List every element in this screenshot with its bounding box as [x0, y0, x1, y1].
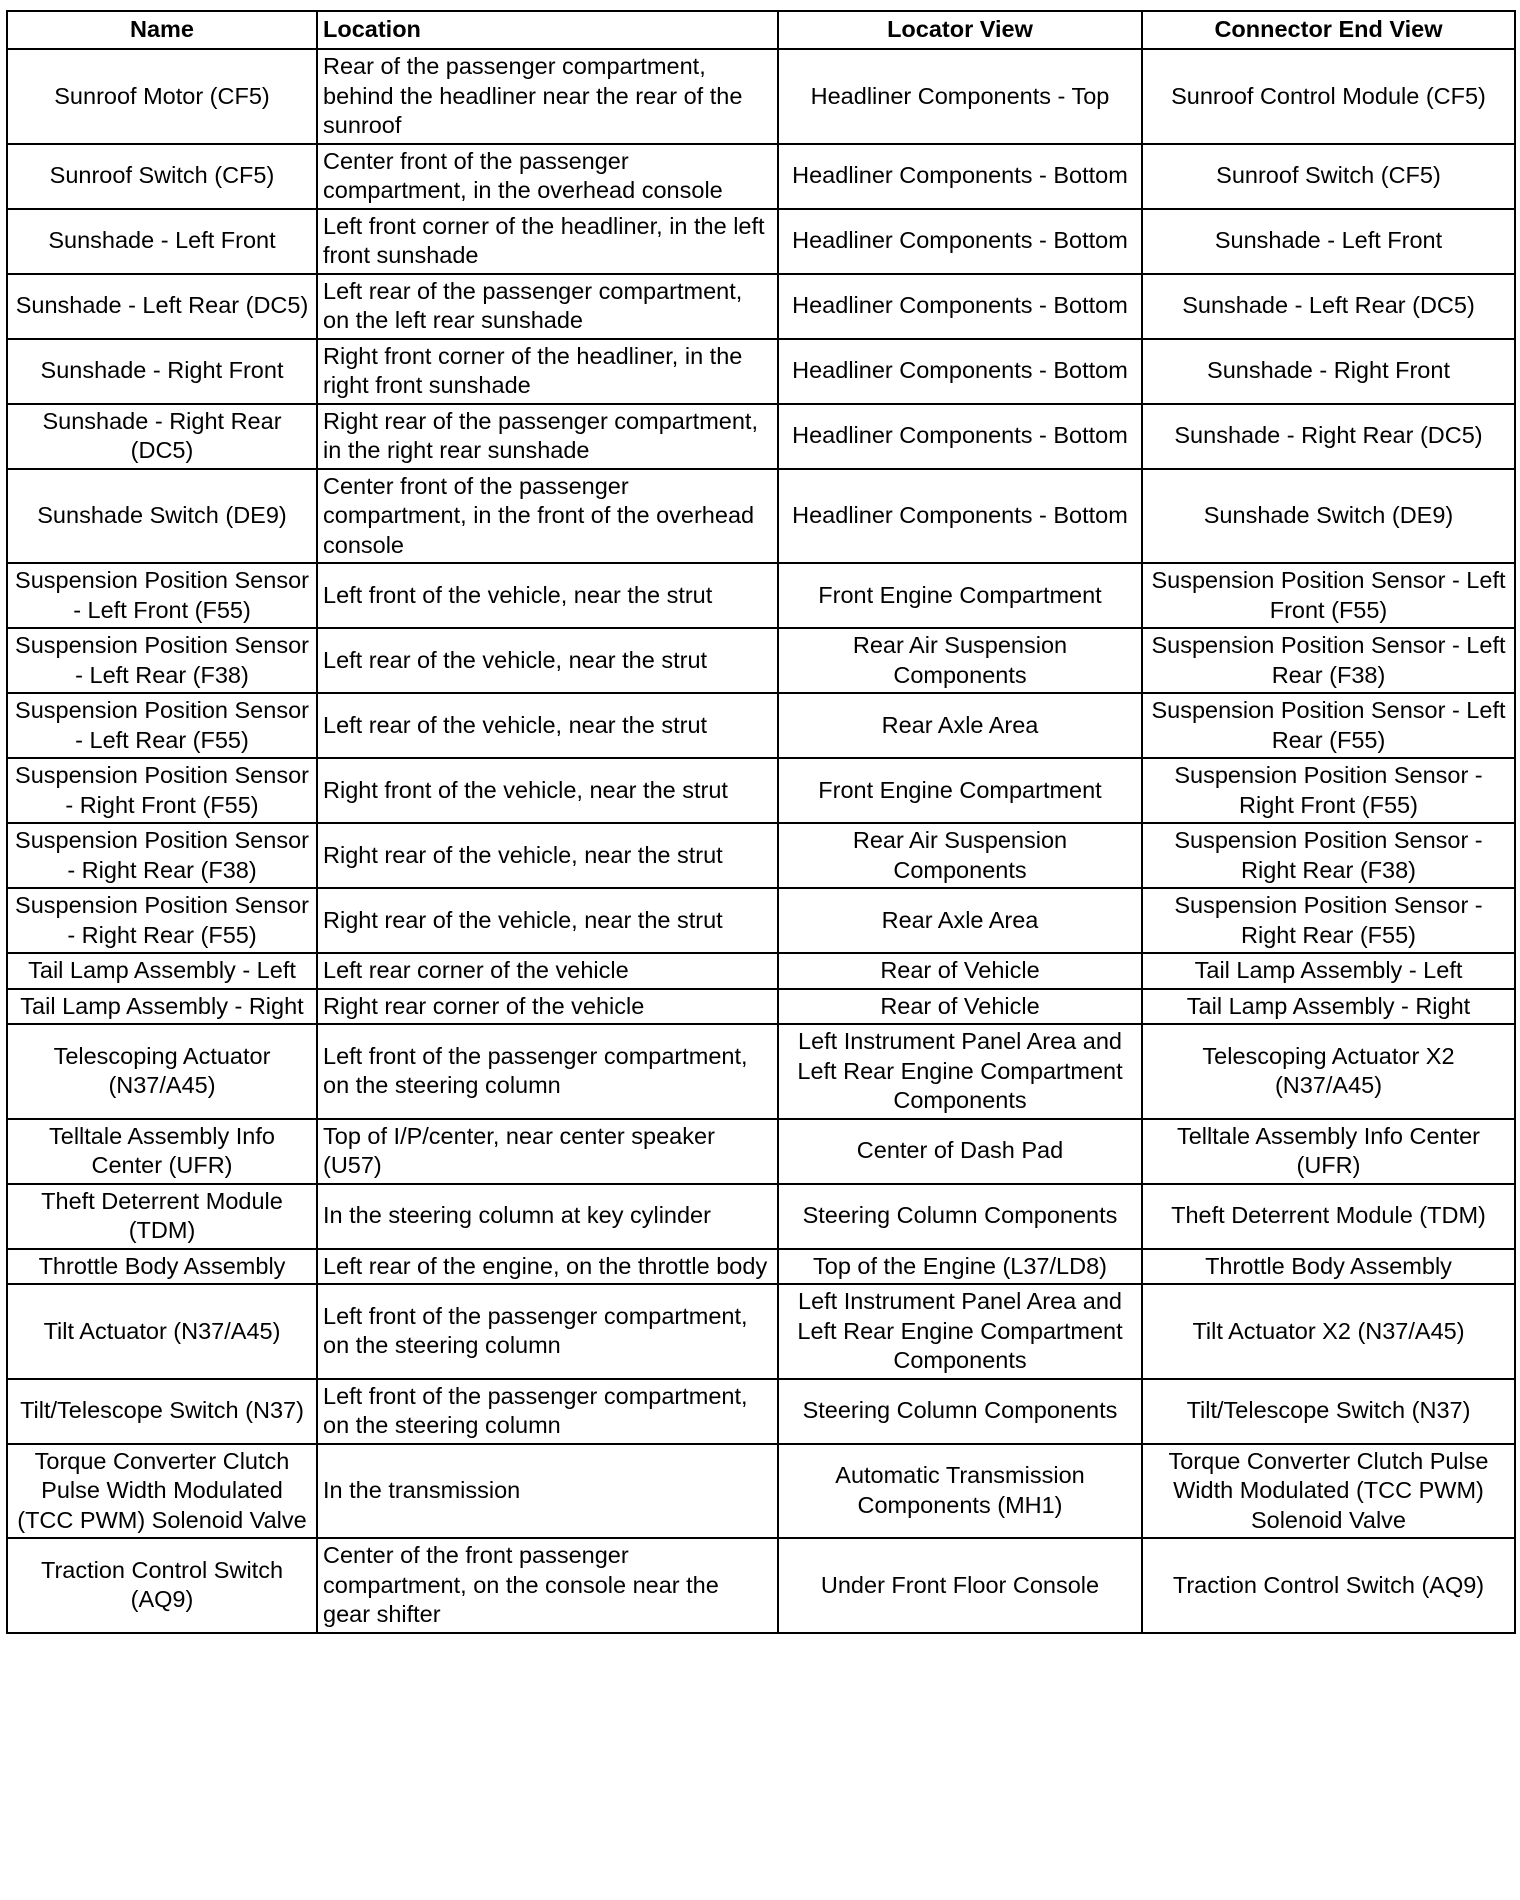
component-locator-table [6, 10, 1516, 1634]
cell-locator-view: Headliner Components - Bottom [778, 339, 1142, 404]
table-row [7, 823, 1515, 888]
cell-name: Sunroof Switch (CF5) [7, 144, 317, 209]
cell-locator-view: Rear Axle Area [778, 888, 1142, 953]
table-row [7, 758, 1515, 823]
cell-locator-view: Rear Air Suspension Components [778, 628, 1142, 693]
table-row [7, 693, 1515, 758]
table-row [7, 1024, 1515, 1119]
cell-name: Sunroof Motor (CF5) [7, 49, 317, 144]
cell-name: Sunshade - Left Front [7, 209, 317, 274]
cell-connector-end-view: Tail Lamp Assembly - Left [1142, 953, 1515, 989]
cell-locator-view: Headliner Components - Bottom [778, 469, 1142, 564]
cell-name: Traction Control Switch (AQ9) [7, 1538, 317, 1633]
table-row [7, 49, 1515, 144]
cell-connector-end-view: Suspension Position Sensor - Right Front (F55) [1142, 758, 1515, 823]
cell-location: Right rear of the passenger compartment, in the right rear sunshade [317, 404, 778, 469]
cell-location: Right front corner of the headliner, in the right front sunshade [317, 339, 778, 404]
cell-name: Suspension Position Sensor - Left Rear (F38) [7, 628, 317, 693]
cell-name: Tail Lamp Assembly - Left [7, 953, 317, 989]
header-row [7, 11, 1515, 49]
cell-connector-end-view: Traction Control Switch (AQ9) [1142, 1538, 1515, 1633]
cell-location: Left front of the passenger compartment, on the steering column [317, 1024, 778, 1119]
cell-location: Right rear of the vehicle, near the strut [317, 823, 778, 888]
cell-name: Tilt/Telescope Switch (N37) [7, 1379, 317, 1444]
cell-locator-view: Steering Column Components [778, 1184, 1142, 1249]
cell-locator-view: Headliner Components - Bottom [778, 144, 1142, 209]
cell-connector-end-view: Sunshade - Right Front [1142, 339, 1515, 404]
cell-connector-end-view: Sunshade - Right Rear (DC5) [1142, 404, 1515, 469]
cell-name: Sunshade - Left Rear (DC5) [7, 274, 317, 339]
cell-locator-view: Rear Air Suspension Components [778, 823, 1142, 888]
cell-location: Left rear of the engine, on the throttle body [317, 1249, 778, 1285]
cell-location: In the transmission [317, 1444, 778, 1539]
cell-connector-end-view: Suspension Position Sensor - Right Rear (F38) [1142, 823, 1515, 888]
table-row [7, 1249, 1515, 1285]
cell-locator-view: Front Engine Compartment [778, 563, 1142, 628]
cell-name: Suspension Position Sensor - Right Rear (F55) [7, 888, 317, 953]
cell-name: Tilt Actuator (N37/A45) [7, 1284, 317, 1379]
cell-name: Sunshade Switch (DE9) [7, 469, 317, 564]
cell-locator-view: Automatic Transmission Components (MH1) [778, 1444, 1142, 1539]
cell-locator-view: Steering Column Components [778, 1379, 1142, 1444]
table-body [7, 49, 1515, 1633]
cell-location: Left rear corner of the vehicle [317, 953, 778, 989]
table-row [7, 1284, 1515, 1379]
cell-connector-end-view: Suspension Position Sensor - Left Rear (F38) [1142, 628, 1515, 693]
cell-connector-end-view: Tilt/Telescope Switch (N37) [1142, 1379, 1515, 1444]
cell-name: Suspension Position Sensor - Left Front (F55) [7, 563, 317, 628]
cell-name: Torque Converter Clutch Pulse Width Modulated (TCC PWM) Solenoid Valve [7, 1444, 317, 1539]
cell-name: Telescoping Actuator (N37/A45) [7, 1024, 317, 1119]
cell-location: Left front corner of the headliner, in the left front sunshade [317, 209, 778, 274]
cell-locator-view: Headliner Components - Bottom [778, 209, 1142, 274]
header-connector-end-view: Connector End View [1142, 11, 1515, 49]
table-row [7, 404, 1515, 469]
cell-connector-end-view: Suspension Position Sensor - Left Front (F55) [1142, 563, 1515, 628]
cell-locator-view: Center of Dash Pad [778, 1119, 1142, 1184]
cell-location: Right rear corner of the vehicle [317, 989, 778, 1025]
table-row [7, 144, 1515, 209]
cell-location: Left front of the passenger compartment, on the steering column [317, 1284, 778, 1379]
cell-location: Left rear of the vehicle, near the strut [317, 693, 778, 758]
table-row [7, 1184, 1515, 1249]
cell-location: Right rear of the vehicle, near the strut [317, 888, 778, 953]
cell-location: Left front of the vehicle, near the strut [317, 563, 778, 628]
table-row [7, 563, 1515, 628]
table-row [7, 628, 1515, 693]
table-row [7, 209, 1515, 274]
cell-connector-end-view: Tilt Actuator X2 (N37/A45) [1142, 1284, 1515, 1379]
header-locator-view: Locator View [778, 11, 1142, 49]
cell-location: In the steering column at key cylinder [317, 1184, 778, 1249]
cell-connector-end-view: Throttle Body Assembly [1142, 1249, 1515, 1285]
cell-location: Center front of the passenger compartment, in the front of the overhead console [317, 469, 778, 564]
cell-locator-view: Top of the Engine (L37/LD8) [778, 1249, 1142, 1285]
cell-name: Telltale Assembly Info Center (UFR) [7, 1119, 317, 1184]
cell-locator-view: Front Engine Compartment [778, 758, 1142, 823]
cell-locator-view: Rear Axle Area [778, 693, 1142, 758]
cell-location: Center front of the passenger compartment, in the overhead console [317, 144, 778, 209]
cell-locator-view: Headliner Components - Bottom [778, 274, 1142, 339]
cell-connector-end-view: Tail Lamp Assembly - Right [1142, 989, 1515, 1025]
cell-name: Throttle Body Assembly [7, 1249, 317, 1285]
cell-locator-view: Rear of Vehicle [778, 989, 1142, 1025]
cell-name: Tail Lamp Assembly - Right [7, 989, 317, 1025]
cell-connector-end-view: Sunroof Switch (CF5) [1142, 144, 1515, 209]
cell-locator-view: Headliner Components - Bottom [778, 404, 1142, 469]
table-row [7, 888, 1515, 953]
table-row [7, 953, 1515, 989]
cell-location: Right front of the vehicle, near the strut [317, 758, 778, 823]
cell-name: Suspension Position Sensor - Right Rear (F38) [7, 823, 317, 888]
cell-locator-view: Headliner Components - Top [778, 49, 1142, 144]
cell-connector-end-view: Telescoping Actuator X2 (N37/A45) [1142, 1024, 1515, 1119]
table-row [7, 1444, 1515, 1539]
cell-connector-end-view: Sunroof Control Module (CF5) [1142, 49, 1515, 144]
cell-connector-end-view: Theft Deterrent Module (TDM) [1142, 1184, 1515, 1249]
cell-name: Suspension Position Sensor - Left Rear (F55) [7, 693, 317, 758]
table-row [7, 1119, 1515, 1184]
cell-locator-view: Rear of Vehicle [778, 953, 1142, 989]
cell-location: Left front of the passenger compartment, on the steering column [317, 1379, 778, 1444]
cell-connector-end-view: Sunshade Switch (DE9) [1142, 469, 1515, 564]
cell-name: Sunshade - Right Rear (DC5) [7, 404, 317, 469]
cell-connector-end-view: Sunshade - Left Rear (DC5) [1142, 274, 1515, 339]
cell-connector-end-view: Telltale Assembly Info Center (UFR) [1142, 1119, 1515, 1184]
table-header [7, 11, 1515, 49]
table-row [7, 989, 1515, 1025]
cell-name: Suspension Position Sensor - Right Front (F55) [7, 758, 317, 823]
table-row [7, 1538, 1515, 1633]
table-row [7, 1379, 1515, 1444]
cell-locator-view: Under Front Floor Console [778, 1538, 1142, 1633]
cell-name: Theft Deterrent Module (TDM) [7, 1184, 317, 1249]
table-row [7, 339, 1515, 404]
cell-connector-end-view: Sunshade - Left Front [1142, 209, 1515, 274]
header-location: Location [317, 11, 778, 49]
cell-name: Sunshade - Right Front [7, 339, 317, 404]
cell-location: Left rear of the vehicle, near the strut [317, 628, 778, 693]
cell-locator-view: Left Instrument Panel Area and Left Rear Engine Compartment Components [778, 1024, 1142, 1119]
cell-location: Top of I/P/center, near center speaker (U57) [317, 1119, 778, 1184]
cell-location: Rear of the passenger compartment, behind the headliner near the rear of the sunroof [317, 49, 778, 144]
cell-location: Center of the front passenger compartment, on the console near the gear shifter [317, 1538, 778, 1633]
cell-connector-end-view: Torque Converter Clutch Pulse Width Modulated (TCC PWM) Solenoid Valve [1142, 1444, 1515, 1539]
cell-connector-end-view: Suspension Position Sensor - Right Rear (F55) [1142, 888, 1515, 953]
cell-location: Left rear of the passenger compartment, on the left rear sunshade [317, 274, 778, 339]
header-name: Name [7, 11, 317, 49]
table-row [7, 469, 1515, 564]
table-row [7, 274, 1515, 339]
cell-locator-view: Left Instrument Panel Area and Left Rear Engine Compartment Components [778, 1284, 1142, 1379]
cell-connector-end-view: Suspension Position Sensor - Left Rear (F55) [1142, 693, 1515, 758]
